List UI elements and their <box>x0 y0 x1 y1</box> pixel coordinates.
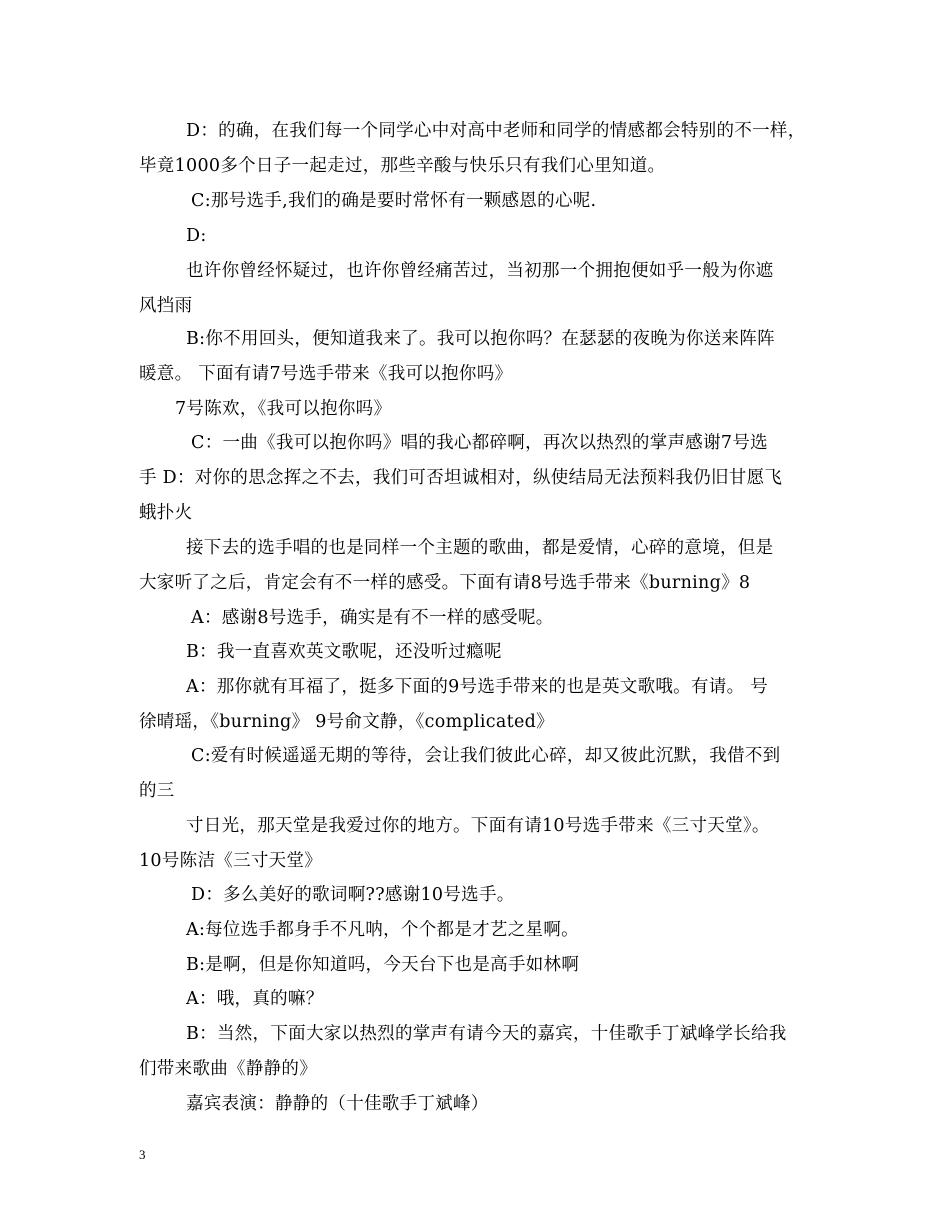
text-line: 寸日光，那天堂是我爱过你的地方。下面有请10号选手带来《三寸天堂》。 <box>186 816 770 836</box>
text-line: 们带来歌曲《静静的》 <box>139 1059 317 1079</box>
text-line: 7号陈欢，《我可以抱你吗》 <box>175 399 392 419</box>
text-line: 10号陈洁《三寸天堂》 <box>139 851 323 871</box>
text-line: C:爱有时候遥遥无期的等待，会让我们彼此心碎，却又彼此沉默，我借不到 <box>191 746 781 766</box>
text-line: D：的确，在我们每一个同学心中对高中老师和同学的情感都会特别的不一样， <box>186 121 806 141</box>
text-line: B：我一直喜欢英文歌呢，还没听过瘾呢 <box>186 642 502 662</box>
text-line: D：多么美好的歌词啊??感谢10号选手。 <box>191 885 515 905</box>
text-line: 蛾扑火 <box>139 503 193 523</box>
text-line: 大家听了之后，肯定会有不一样的感受。下面有请8号选手带来《burning》8 <box>139 573 751 593</box>
text-line: A：感谢8号选手，确实是有不一样的感受呢。 <box>191 608 554 628</box>
text-line: B:你不用回头，便知道我来了。我可以抱你吗？在瑟瑟的夜晚为你送来阵阵 <box>186 329 775 349</box>
text-line: A：那你就有耳福了，挺多下面的9号选手带来的也是英文歌哦。有请。 号 <box>186 677 769 697</box>
text-line: 徐晴瑶，《burning》 9号俞文静，《complicated》 <box>139 712 554 732</box>
page-number: 3 <box>139 1147 146 1162</box>
text-line: D: <box>186 226 207 246</box>
text-line: 风挡雨 <box>139 296 193 316</box>
text-line: 手 D：对你的思念挥之不去，我们可否坦诚相对，纵使结局无法预料我仍旧甘愿飞 <box>139 468 783 488</box>
text-line: B:是啊，但是你知道吗，今天台下也是高手如林啊 <box>186 955 580 975</box>
text-line: 也许你曾经怀疑过，也许你曾经痛苦过，当初那一个拥抱便如乎一般为你遮 <box>186 261 774 281</box>
text-line: A：哦，真的嘛？ <box>186 989 324 1009</box>
text-line: C:那号选手,我们的确是要时常怀有一颗感恩的心呢. <box>191 191 597 211</box>
text-line: 的三 <box>139 781 175 801</box>
text-line: A:每位选手都身手不凡呐，个个都是才艺之星啊。 <box>186 920 579 940</box>
text-line: 毕竟1000多个日子一起走过，那些辛酸与快乐只有我们心里知道。 <box>139 156 666 176</box>
text-line: 暖意。 下面有请7号选手带来《我可以抱你吗》 <box>139 364 513 384</box>
text-line: C：一曲《我可以抱你吗》唱的我心都碎啊，再次以热烈的掌声感谢7号选 <box>191 433 768 453</box>
text-line: B：当然，下面大家以热烈的掌声有请今天的嘉宾，十佳歌手丁斌峰学长给我 <box>186 1024 787 1044</box>
text-line: 嘉宾表演：静静的（十佳歌手丁斌峰） <box>186 1094 489 1114</box>
text-line: 接下去的选手唱的也是同样一个主题的歌曲，都是爱情，心碎的意境，但是 <box>186 538 774 558</box>
